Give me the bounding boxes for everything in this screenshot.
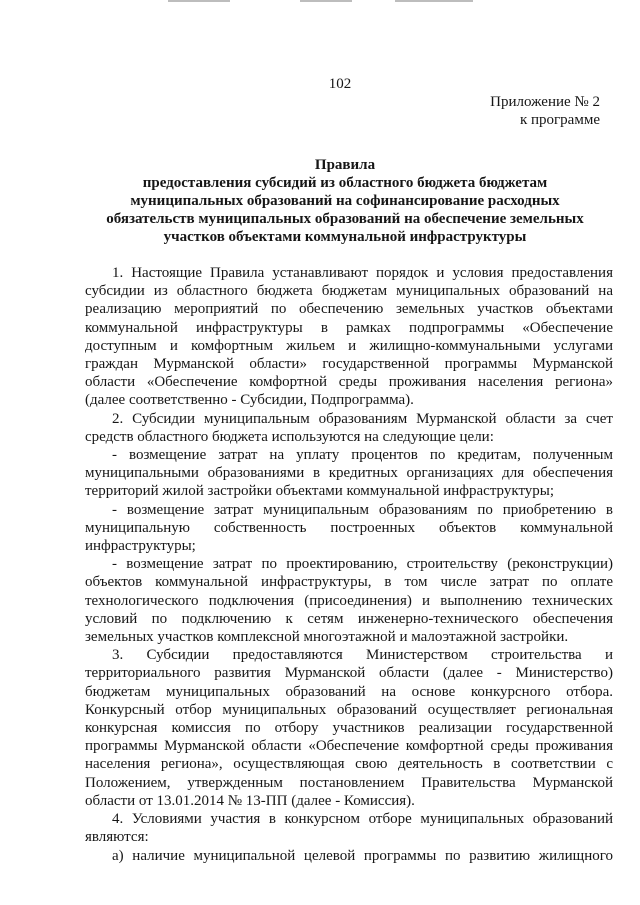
list-item-line: - возмещение затрат по проектированию, строительству (реконструкции) <box>112 556 613 573</box>
document-title <box>80 156 610 246</box>
paragraph-3-line: бюджетам муниципальных образований на основе конкурсного отбора. <box>85 683 613 700</box>
paragraph-3-line: территориального развития Мурманской области (далее - Министерство) <box>85 665 613 682</box>
list-item-line: инфраструктуры; <box>85 538 196 555</box>
appendix-header <box>490 93 600 129</box>
paragraph-3-line: конкурсная комиссия по отбору участников реализации государственной <box>85 720 613 737</box>
paragraph-2-line: средств областного бюджета используются на следующие цели: <box>85 428 494 445</box>
title-line: муниципальных образований на софинансирование расходных <box>130 193 560 209</box>
list-item-line: муниципальную собственность построенных объектов коммунальной <box>85 519 613 536</box>
paragraph-3-line: Конкурсный отбор муниципальных образований осуществляет региональная <box>85 701 613 718</box>
paragraph-1-line: граждан Мурманской области» государственной программы Мурманской <box>85 356 613 373</box>
paragraph-3-line: области от 13.01.2014 № 13-ПП (далее - Комиссия). <box>85 792 415 809</box>
appendix-line-2: к программе <box>519 112 600 128</box>
list-item-line: объектов коммунальной инфраструктуры, в том числе затрат по оплате <box>85 574 613 591</box>
paragraph-3-line: 3. Субсидии предоставляются Министерством строительства и <box>112 647 613 664</box>
list-item-line: а) наличие муниципальной целевой программы по развитию жилищного <box>112 847 613 864</box>
paragraph-1-line: (далее соответственно - Субсидии, Подпрограмма). <box>85 392 414 409</box>
title-line: обязательств муниципальных образований на обеспечение земельных <box>106 211 584 227</box>
appendix-line-1: Приложение № 2 <box>490 94 600 110</box>
document-body <box>85 264 613 865</box>
scan-edge-mark <box>300 0 352 2</box>
scan-edge-mark <box>395 0 473 2</box>
paragraph-3-line: Положением, утвержденным постановлением Правительства Мурманской <box>85 774 613 791</box>
paragraph-3-line: населения региона», осуществляющая свою деятельность в соответствии с <box>85 756 613 773</box>
scan-edge-mark <box>168 0 230 2</box>
paragraph-1-line: доступным и комфортным жильем и жилищно-коммунальными услугами <box>85 337 613 354</box>
list-item-line: земельных участков комплексной многоэтажной и малоэтажной застройки. <box>85 629 569 646</box>
list-item-line: территорий жилой застройки объектами коммунальной инфраструктуры; <box>85 483 555 500</box>
list-item-line: - возмещение затрат на уплату процентов по кредитам, полученным <box>112 447 613 464</box>
list-item-line: - возмещение затрат муниципальным образованиям по приобретению в <box>112 501 613 518</box>
paragraph-1-line: 1. Настоящие Правила устанавливают порядок и условия предоставления <box>112 265 613 281</box>
title-heading: Правила <box>314 157 376 173</box>
paragraph-2-line: 2. Субсидии муниципальным образованиям Мурманской области за счет <box>112 410 613 427</box>
paragraph-1-line: субсидии из областного бюджета бюджетам муниципальных образований на <box>85 283 613 300</box>
paragraph-1-line: реализацию мероприятий по обеспечению земельных участков объектами <box>85 301 613 318</box>
paragraph-4-line: 4. Условиями участия в конкурсном отборе муниципальных образований <box>112 811 613 828</box>
paragraph-4-line: являются: <box>85 829 149 846</box>
title-line: предоставления субсидий из областного бюджета бюджетам <box>142 175 548 191</box>
page-number: 102 <box>328 76 352 92</box>
paragraph-1-line: коммунальной инфраструктуры в рамках подпрограммы «Обеспечение <box>85 319 613 336</box>
list-item-line: условий по подключению к сетям инженерно-технического обеспечения <box>85 610 613 627</box>
paragraph-1-line: области «Обеспечение комфортной среды проживания населения региона» <box>85 374 613 391</box>
list-item-line: муниципальными образованиями в кредитных организациях для обеспечения <box>85 465 613 482</box>
title-line: участков объектами коммунальной инфраструктуры <box>163 229 527 245</box>
list-item-line: технологического подключения (присоединения) и выполнению технических <box>85 592 613 609</box>
paragraph-3-line: программы Мурманской области «Обеспечение комфортной среды проживания <box>85 738 613 755</box>
